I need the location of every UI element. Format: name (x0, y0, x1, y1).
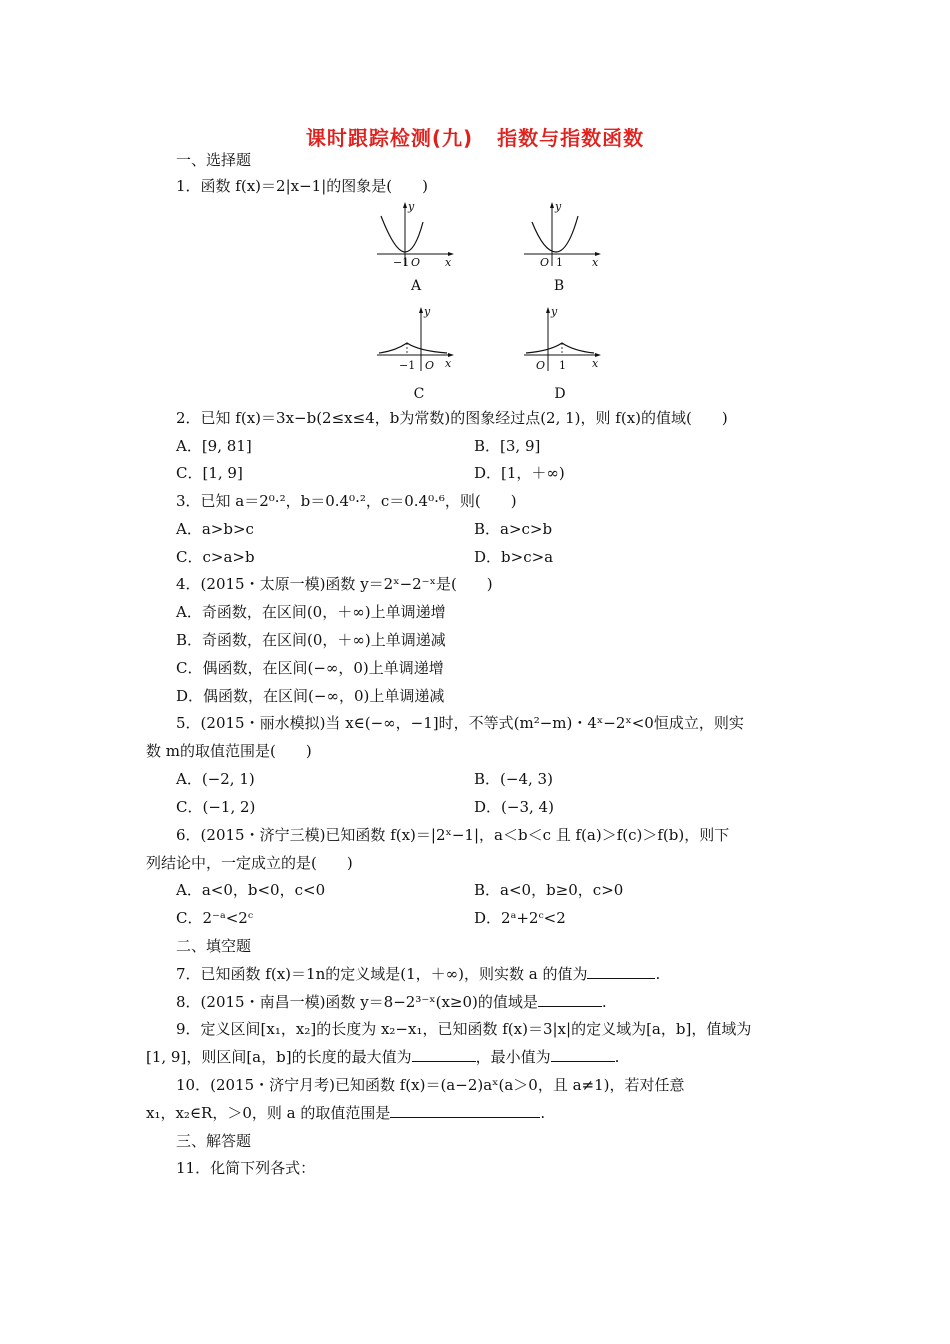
q2-option-b: B．[3, 9] (474, 437, 541, 455)
q7-text: 7．已知函数 f(x)＝1n的定义域是(1，＋∞)，则实数 a 的值为 (176, 965, 588, 983)
q4-option-c: C．偶函数，在区间(−∞，0)上单调递增 (176, 659, 444, 677)
graph-c-origin: O (425, 359, 435, 372)
question-6-line2: 列结论中，一定成立的是( ) (146, 854, 353, 872)
q9-max-blank[interactable] (412, 1047, 476, 1062)
graph-c (375, 305, 455, 375)
q8-answer-blank[interactable] (538, 992, 602, 1007)
question-10-line2 (146, 1103, 545, 1123)
graph-b (522, 200, 602, 270)
graph-b-caption: B (553, 278, 565, 294)
q9-text-a: [1, 9]，则区间[a，b]的长度的最大值为 (146, 1048, 412, 1066)
question-7 (176, 964, 660, 984)
q3-option-b: B．a>c>b (474, 520, 553, 538)
q2-option-a: A．[9, 81] (176, 437, 252, 455)
question-1: 1．函数 f(x)＝2|x−1|的图象是( ) (176, 177, 428, 195)
graph-a-caption: A (410, 278, 422, 294)
q3-option-a: A．a>b>c (176, 520, 254, 538)
graph-d (522, 305, 602, 375)
q4-option-d: D．偶函数，在区间(−∞，0)上单调递减 (176, 687, 445, 705)
page-title (0, 122, 950, 151)
q6-option-d: D．2ᵃ+2ᶜ<2 (474, 909, 566, 927)
q9-text-b: ，最小值为 (475, 1048, 551, 1066)
q7-answer-blank[interactable] (587, 964, 655, 979)
graph-b-origin: O (540, 256, 550, 269)
graph-c-neg1: −1 (399, 359, 416, 372)
graph-c-caption: C (413, 386, 425, 402)
graph-d-one: 1 (559, 359, 566, 372)
q5-option-a: A．(−2, 1) (176, 770, 255, 788)
graph-a-x-label: x (445, 256, 452, 269)
q7-end: . (655, 965, 661, 983)
question-10-line1: 10．(2015・济宁月考)已知函数 f(x)＝(a−2)aˣ(a＞0，且 a≠1)，若对任意 (176, 1076, 685, 1094)
question-3: 3．已知 a＝2⁰·²，b＝0.4⁰·²，c＝0.4⁰·⁶，则( ) (176, 492, 517, 510)
section-choice: 一、选择题 (176, 151, 252, 169)
q3-option-d: D．b>c>a (474, 548, 554, 566)
section-fill-blank: 二、填空题 (176, 937, 252, 955)
q4-option-a: A．奇函数，在区间(0，＋∞)上单调递增 (176, 603, 446, 621)
q5-option-b: B．(−4, 3) (474, 770, 553, 788)
q10-end: . (540, 1104, 546, 1122)
graph-a-y-label: y (408, 200, 415, 213)
graph-c-y-label: y (424, 305, 431, 318)
graph-b-one: 1 (556, 256, 563, 269)
graph-d-origin: O (536, 359, 546, 372)
question-4: 4．(2015・太原一模)函数 y＝2ˣ−2⁻ˣ是( ) (176, 575, 493, 593)
question-8 (176, 992, 607, 1012)
q8-end: . (601, 993, 607, 1011)
question-5-line1: 5．(2015・丽水模拟)当 x∈(−∞，−1]时，不等式(m²−m)・4ˣ−2ˣ<0恒成立，则实 (176, 714, 744, 732)
title-part2: 指数与指数函数 (497, 126, 645, 150)
q9-min-blank[interactable] (551, 1047, 615, 1062)
q2-option-c: C．[1, 9] (176, 464, 243, 482)
q6-option-b: B．a<0，b≥0，c>0 (474, 881, 624, 899)
q5-option-c: C．(−1, 2) (176, 798, 256, 816)
title-part1: 课时跟踪检测(九) (305, 126, 474, 150)
q8-text: 8．(2015・南昌一模)函数 y＝8−2³⁻ˣ(x≥0)的值域是 (176, 993, 538, 1011)
question-5-line2: 数 m的取值范围是( ) (146, 742, 312, 760)
graph-b-x-label: x (592, 256, 599, 269)
q5-option-d: D．(−3, 4) (474, 798, 554, 816)
graph-a-neg1: −1 (393, 256, 410, 269)
graph-b-y-label: y (555, 200, 562, 213)
graph-d-caption: D (554, 386, 566, 402)
question-11: 11．化简下列各式： (176, 1159, 316, 1177)
q9-end: . (614, 1048, 620, 1066)
q3-option-c: C．c>a>b (176, 548, 255, 566)
q2-option-d: D．[1，＋∞) (474, 464, 565, 482)
graph-a-origin: O (411, 256, 421, 269)
question-2: 2．已知 f(x)＝3x−b(2≤x≤4，b为常数)的图象经过点(2, 1)，则 f(x)的值域( ) (176, 409, 728, 427)
q6-option-a: A．a<0，b<0，c<0 (176, 881, 326, 899)
graph-d-y-label: y (551, 305, 558, 318)
question-9-line1: 9．定义区间[x₁，x₂]的长度为 x₂−x₁，已知函数 f(x)＝3|x|的定义域为[a，b]，值域为 (176, 1020, 752, 1038)
q10-answer-blank[interactable] (390, 1103, 540, 1118)
graph-a (375, 200, 455, 270)
q4-option-b: B．奇函数，在区间(0，＋∞)上单调递减 (176, 631, 446, 649)
q6-option-c: C．2⁻ᵃ<2ᶜ (176, 909, 254, 927)
graph-d-x-label: x (592, 357, 599, 370)
q10-text: x₁，x₂∈R，＞0，则 a 的取值范围是 (146, 1104, 391, 1122)
question-6-line1: 6．(2015・济宁三模)已知函数 f(x)＝|2ˣ−1|，a＜b＜c 且 f(a)＞f(c)＞f(b)，则下 (176, 826, 730, 844)
section-solve: 三、解答题 (176, 1132, 252, 1150)
question-9-line2 (146, 1047, 619, 1067)
graph-c-x-label: x (445, 357, 452, 370)
